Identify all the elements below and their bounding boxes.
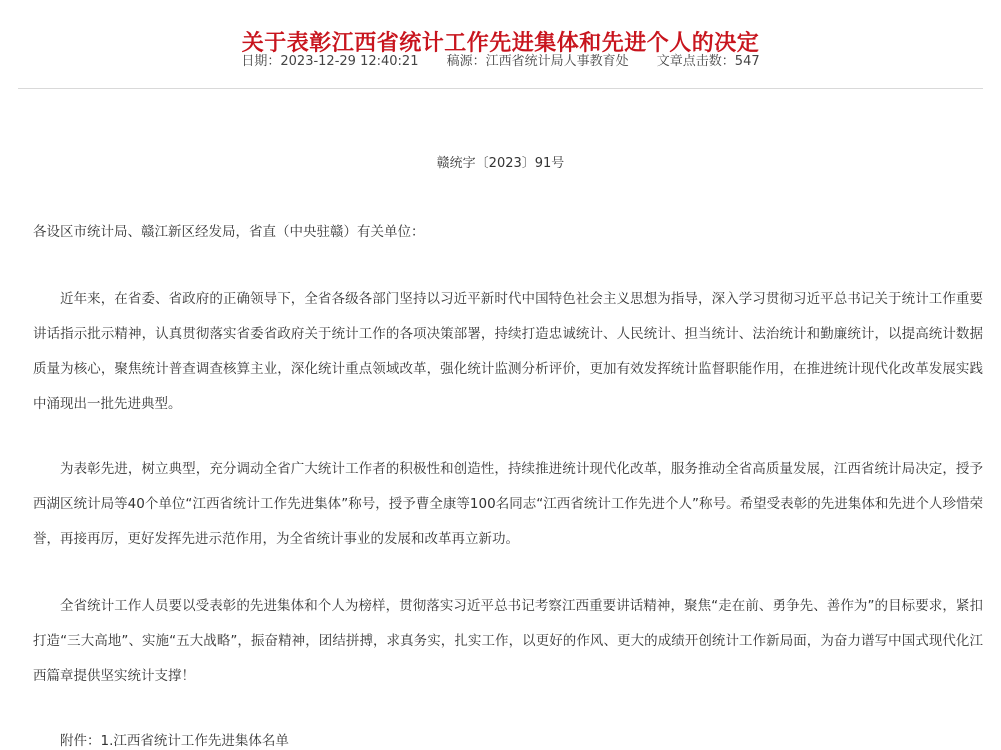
article-title: 关于表彰江西省统计工作先进集体和先进个人的决定	[241, 30, 760, 56]
body-paragraph-1: 近年来，在省委、省政府的正确领导下，全省各级各部门坚持以习近平新时代中国特色社会主义思想为指导，深入学习贯彻习近平总书记关于统计工作重要讲话指示批示精神，认真贯彻落实省委省政府关于统计工作的各项决策部署，持续打造忠诚统计、人民统计、担当统计、法治统计和勤廉统计，以提高统计数据质量为核心，聚焦统计普查调查核算主业，深化统计重点领域改革，强化统计监测分析评价，更加有效发挥统计监督职能作用，在推进统计现代化改革发展实践中涌现出一批先进典型。	[33, 291, 983, 412]
source-label: 稿源：	[446, 54, 486, 69]
date-label: 日期：	[241, 54, 281, 69]
body-paragraph-3: 全省统计工作人员要以受表彰的先进集体和个人为榜样，贯彻落实习近平总书记考察江西重要讲话精神，聚焦“走在前、勇争先、善作为”的目标要求，紧扣打造“三大高地”、实施“五大战略”，振奋精神，团结拼搏，求真务实，扎实工作，以更好的作风、更大的成绩开创统计工作新局面，为奋力谱写中国式现代化江西篇章提供坚实统计支撑！	[33, 598, 983, 684]
header-divider	[18, 88, 983, 89]
click-count	[657, 52, 760, 72]
source-value: 江西省统计局人事教育处	[485, 54, 629, 69]
clicks-value: 547	[734, 54, 760, 69]
body-paragraph-2: 为表彰先进，树立典型，充分调动全省广大统计工作者的积极性和创造性，持续推进统计现代化改革，服务推动全省高质量发展，江西省统计局决定，授予西湖区统计局等40个单位“江西省统计工作先进集体”称号，授予曹全康等100名同志“江西省统计工作先进个人”称号。希望受表彰的先进集体和先进个人珍惜荣誉，再接再厉，更好发挥先进示范作用，为全省统计事业的发展和改革再立新功。	[33, 461, 983, 547]
clicks-label: 文章点击数：	[656, 54, 735, 69]
article-meta	[0, 52, 1001, 72]
document-number: 赣统字〔2023〕91号	[436, 156, 565, 171]
attachment-link[interactable]: 附件：1.江西省统计工作先进集体名单	[60, 733, 289, 749]
date-value: 2023-12-29 12:40:21	[280, 54, 419, 69]
article-source	[447, 52, 629, 72]
addressee: 各设区市统计局、赣江新区经发局，省直（中央驻赣）有关单位：	[33, 224, 425, 240]
publish-date	[241, 52, 418, 72]
